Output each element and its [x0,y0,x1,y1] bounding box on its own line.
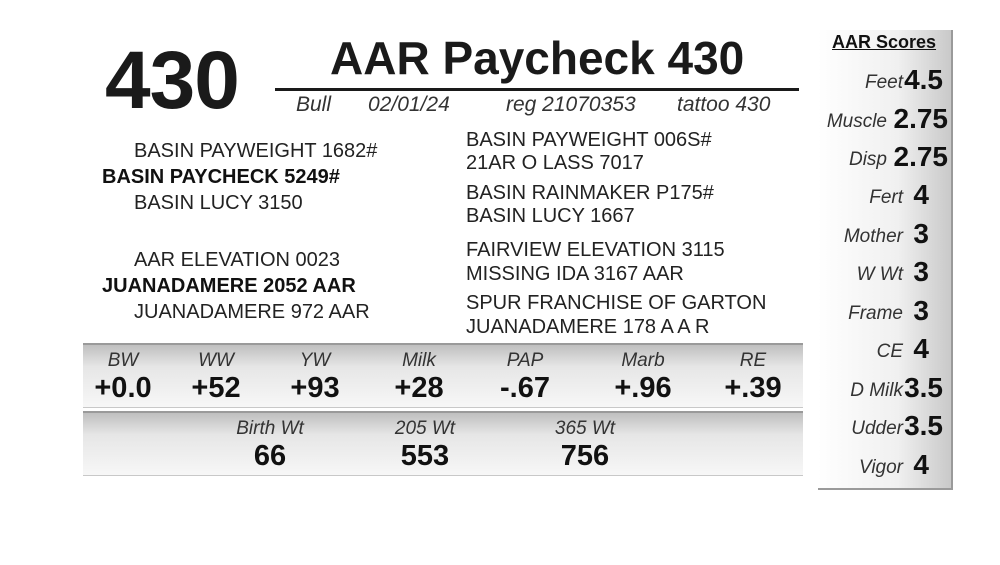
pedigree-sire-sire-sire: BASIN PAYWEIGHT 006S# [466,129,712,151]
weight-label: 205 Wt [394,418,456,439]
epd-re [708,345,798,403]
score-value: 3.5 [904,410,943,441]
score-value: 3 [913,256,929,287]
score-muscle [818,97,951,135]
weight-label: Birth Wt [236,418,304,439]
tattoo: tattoo 430 [677,93,771,116]
score-value: 2.75 [893,103,948,134]
epd-value: +0.0 [94,372,152,404]
lot-number: 430 [105,35,239,126]
score-d-milk [818,366,951,404]
epd-pap [480,345,570,403]
pedigree-dam-dam-dam: JUANADAMERE 178 A A R [466,316,710,338]
epd-value: +93 [290,372,340,404]
score-label: Feet [864,72,903,93]
score-udder [818,404,951,442]
score-disp [818,135,951,173]
pedigree-dam-dam-sire: SPUR FRANCHISE OF GARTON [466,292,767,314]
epd-label: BW [107,350,139,371]
pedigree-sire-sire-dam: 21AR O LASS 7017 [466,152,644,174]
birth-date: 02/01/24 [368,93,450,116]
epd-label: PAP [506,350,544,371]
epd-band [83,343,803,408]
score-value: 4 [913,179,929,210]
epd-marb [598,345,688,403]
score-value: 3.5 [904,372,943,403]
score-label: CE [876,341,903,362]
score-value: 4 [913,449,929,480]
score-label: D Milk [850,380,903,401]
score-vigor [818,443,951,481]
weight-value: 66 [253,440,287,472]
score-frame [818,289,951,327]
pedigree-dam-sire-dam: MISSING IDA 3167 AAR [466,263,684,285]
pedigree-dam-dam: JUANADAMERE 972 AAR [134,301,370,323]
score-label: Disp [848,149,887,170]
weight-205 [380,413,470,471]
epd-value: +28 [394,372,444,404]
epd-ww [171,345,261,403]
weight-365 [540,413,630,471]
scores-title: AAR Scores [832,32,937,52]
score-fert [818,173,951,211]
score-label: Muscle [826,111,887,132]
score-label: Frame [848,303,903,324]
score-label: Mother [843,226,903,247]
epd-milk [374,345,464,403]
animal-name: AAR Paycheck 430 [330,32,745,84]
score-mother [818,212,951,250]
pedigree-dam-sire-sire: FAIRVIEW ELEVATION 3115 [466,239,725,261]
epd-value: +52 [191,372,241,404]
weights-band [83,411,803,476]
epd-value: -.67 [500,372,550,404]
weight-value: 756 [560,440,610,472]
epd-label: RE [739,350,767,371]
weight-birth [225,413,315,471]
score-value: 3 [913,295,929,326]
score-label: W Wt [856,264,903,285]
epd-label: Milk [402,350,436,371]
pedigree-sire-sire: BASIN PAYWEIGHT 1682# [134,140,378,162]
score-label: Udder [851,418,903,439]
epd-label: WW [198,350,234,371]
score-ce [818,327,951,365]
epd-bw [78,345,168,403]
animal-sex: Bull [296,93,332,116]
score-value: 3 [913,218,929,249]
pedigree-sire-dam-sire: BASIN RAINMAKER P175# [466,182,714,204]
pedigree-sire-dam-dam: BASIN LUCY 1667 [466,205,635,227]
epd-label: Marb [621,350,665,371]
epd-value: +.96 [614,372,672,404]
title-underline [275,88,799,91]
score-weaning-wt [818,250,951,288]
epd-label: YW [299,350,331,371]
score-label: Fert [869,187,903,208]
score-value: 4 [913,333,929,364]
score-feet [818,58,951,96]
weight-label: 365 Wt [554,418,616,439]
pedigree-sire: BASIN PAYCHECK 5249# [102,166,340,188]
registration-number: reg 21070353 [506,93,636,116]
score-label: Vigor [858,457,903,478]
epd-yw [270,345,360,403]
pedigree-sire-dam: BASIN LUCY 3150 [134,192,303,214]
epd-value: +.39 [724,372,782,404]
score-value: 2.75 [893,141,948,172]
pedigree-dam-sire: AAR ELEVATION 0023 [134,249,341,271]
weight-value: 553 [400,440,450,472]
score-value: 4.5 [904,64,943,95]
pedigree-dam: JUANADAMERE 2052 AAR [102,275,356,297]
